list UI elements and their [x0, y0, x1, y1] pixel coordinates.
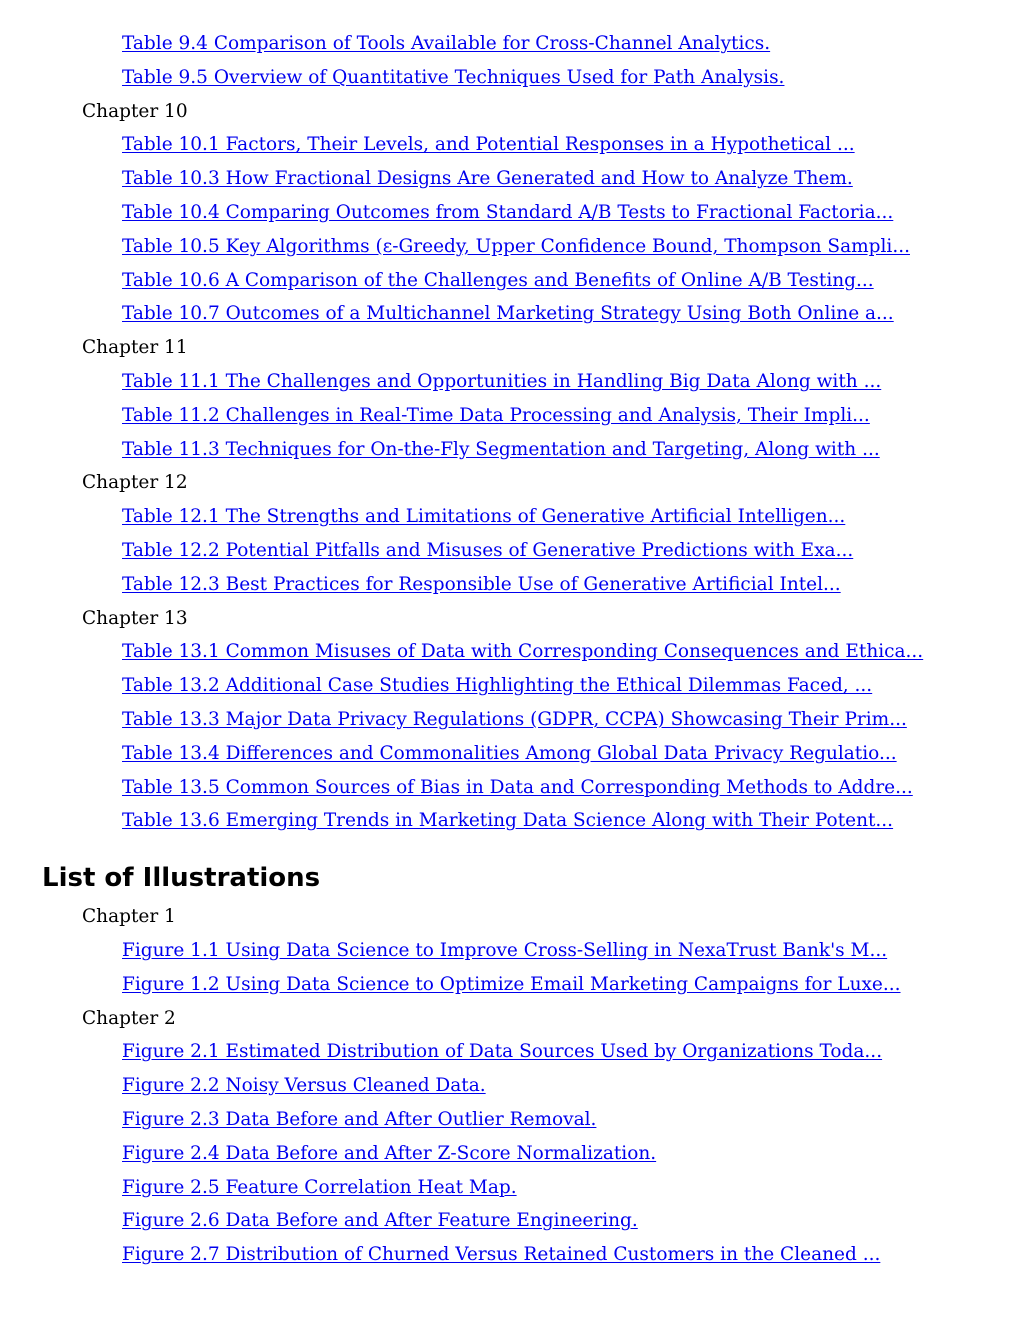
- table-link[interactable]: Table 10.3 How Fractional Designs Are Generated and How to Analyze Them.: [122, 168, 853, 190]
- figure-link[interactable]: Figure 2.5 Feature Correlation Heat Map.: [122, 1176, 517, 1198]
- figure-link[interactable]: Figure 2.3 Data Before and After Outlier Removal.: [122, 1108, 597, 1130]
- figure-link[interactable]: Figure 2.4 Data Before and After Z-Score Normalization.: [122, 1142, 657, 1164]
- table-link[interactable]: Table 13.1 Common Misuses of Data with Corresponding Consequences and Ethica...: [122, 641, 924, 663]
- table-link[interactable]: Table 10.4 Comparing Outcomes from Standard A/B Tests to Fractional Factoria...: [122, 201, 894, 223]
- table-link[interactable]: Table 9.5 Overview of Quantitative Techniques Used for Path Analysis.: [122, 66, 785, 88]
- table-link[interactable]: Table 11.3 Techniques for On-the-Fly Segmentation and Targeting, Along with ...: [122, 438, 880, 460]
- table-link[interactable]: Table 13.4 Differences and Commonalities Among Global Data Privacy Regulatio...: [122, 742, 897, 764]
- chapter-label: Chapter 2: [82, 1007, 176, 1029]
- figure-link[interactable]: Figure 2.6 Data Before and After Feature Engineering.: [122, 1210, 638, 1232]
- table-link[interactable]: Table 10.6 A Comparison of the Challenges and Benefits of Online A/B Testing...: [122, 269, 874, 291]
- table-link[interactable]: Table 10.7 Outcomes of a Multichannel Marketing Strategy Using Both Online a...: [122, 303, 894, 325]
- figure-link[interactable]: Figure 1.2 Using Data Science to Optimize Email Marketing Campaigns for Luxe...: [122, 973, 901, 995]
- table-link[interactable]: Table 13.3 Major Data Privacy Regulations (GDPR, CCPA) Showcasing Their Prim...: [122, 708, 907, 730]
- list-of-illustrations-heading: List of Illustrations: [42, 863, 321, 894]
- table-link[interactable]: Table 13.2 Additional Case Studies Highlighting the Ethical Dilemmas Faced, ...: [122, 675, 873, 697]
- list-of-illustrations: [0, 900, 1020, 1272]
- table-link[interactable]: Table 11.1 The Challenges and Opportunities in Handling Big Data Along with ...: [122, 370, 882, 392]
- figure-link[interactable]: Figure 1.1 Using Data Science to Improve Cross-Selling in NexaTrust Bank's M...: [122, 939, 888, 961]
- table-link[interactable]: Table 9.4 Comparison of Tools Available for Cross-Channel Analytics.: [122, 33, 771, 54]
- table-link[interactable]: Table 10.1 Factors, Their Levels, and Potential Responses in a Hypothetical ...: [122, 134, 855, 156]
- chapter-label: Chapter 10: [82, 100, 188, 122]
- table-link[interactable]: Table 13.5 Common Sources of Bias in Data and Corresponding Methods to Addre...: [122, 776, 913, 798]
- table-link[interactable]: Table 12.3 Best Practices for Responsible Use of Generative Artificial Intel...: [122, 573, 841, 595]
- figure-link[interactable]: Figure 2.1 Estimated Distribution of Data Sources Used by Organizations Toda...: [122, 1041, 883, 1063]
- table-link[interactable]: Table 12.1 The Strengths and Limitations of Generative Artificial Intelligen...: [122, 506, 846, 528]
- chapter-label: Chapter 11: [82, 337, 188, 359]
- table-link[interactable]: Table 12.2 Potential Pitfalls and Misuses of Generative Predictions with Exa...: [122, 539, 854, 561]
- table-link[interactable]: Table 13.6 Emerging Trends in Marketing Data Science Along with Their Potent...: [122, 810, 894, 832]
- chapter-label: Chapter 12: [82, 472, 188, 494]
- document-page: [0, 27, 1020, 1272]
- list-of-tables-continued: [0, 27, 1020, 838]
- table-link[interactable]: Table 11.2 Challenges in Real-Time Data Processing and Analysis, Their Impli...: [122, 404, 870, 426]
- chapter-label: Chapter 1: [82, 906, 176, 928]
- table-link[interactable]: Table 10.5 Key Algorithms (ε-Greedy, Upper Confidence Bound, Thompson Sampli...: [122, 235, 910, 257]
- chapter-label: Chapter 13: [82, 607, 188, 629]
- figure-link[interactable]: Figure 2.2 Noisy Versus Cleaned Data.: [122, 1075, 486, 1097]
- figure-link[interactable]: Figure 2.7 Distribution of Churned Versus Retained Customers in the Cleaned ...: [122, 1244, 881, 1266]
